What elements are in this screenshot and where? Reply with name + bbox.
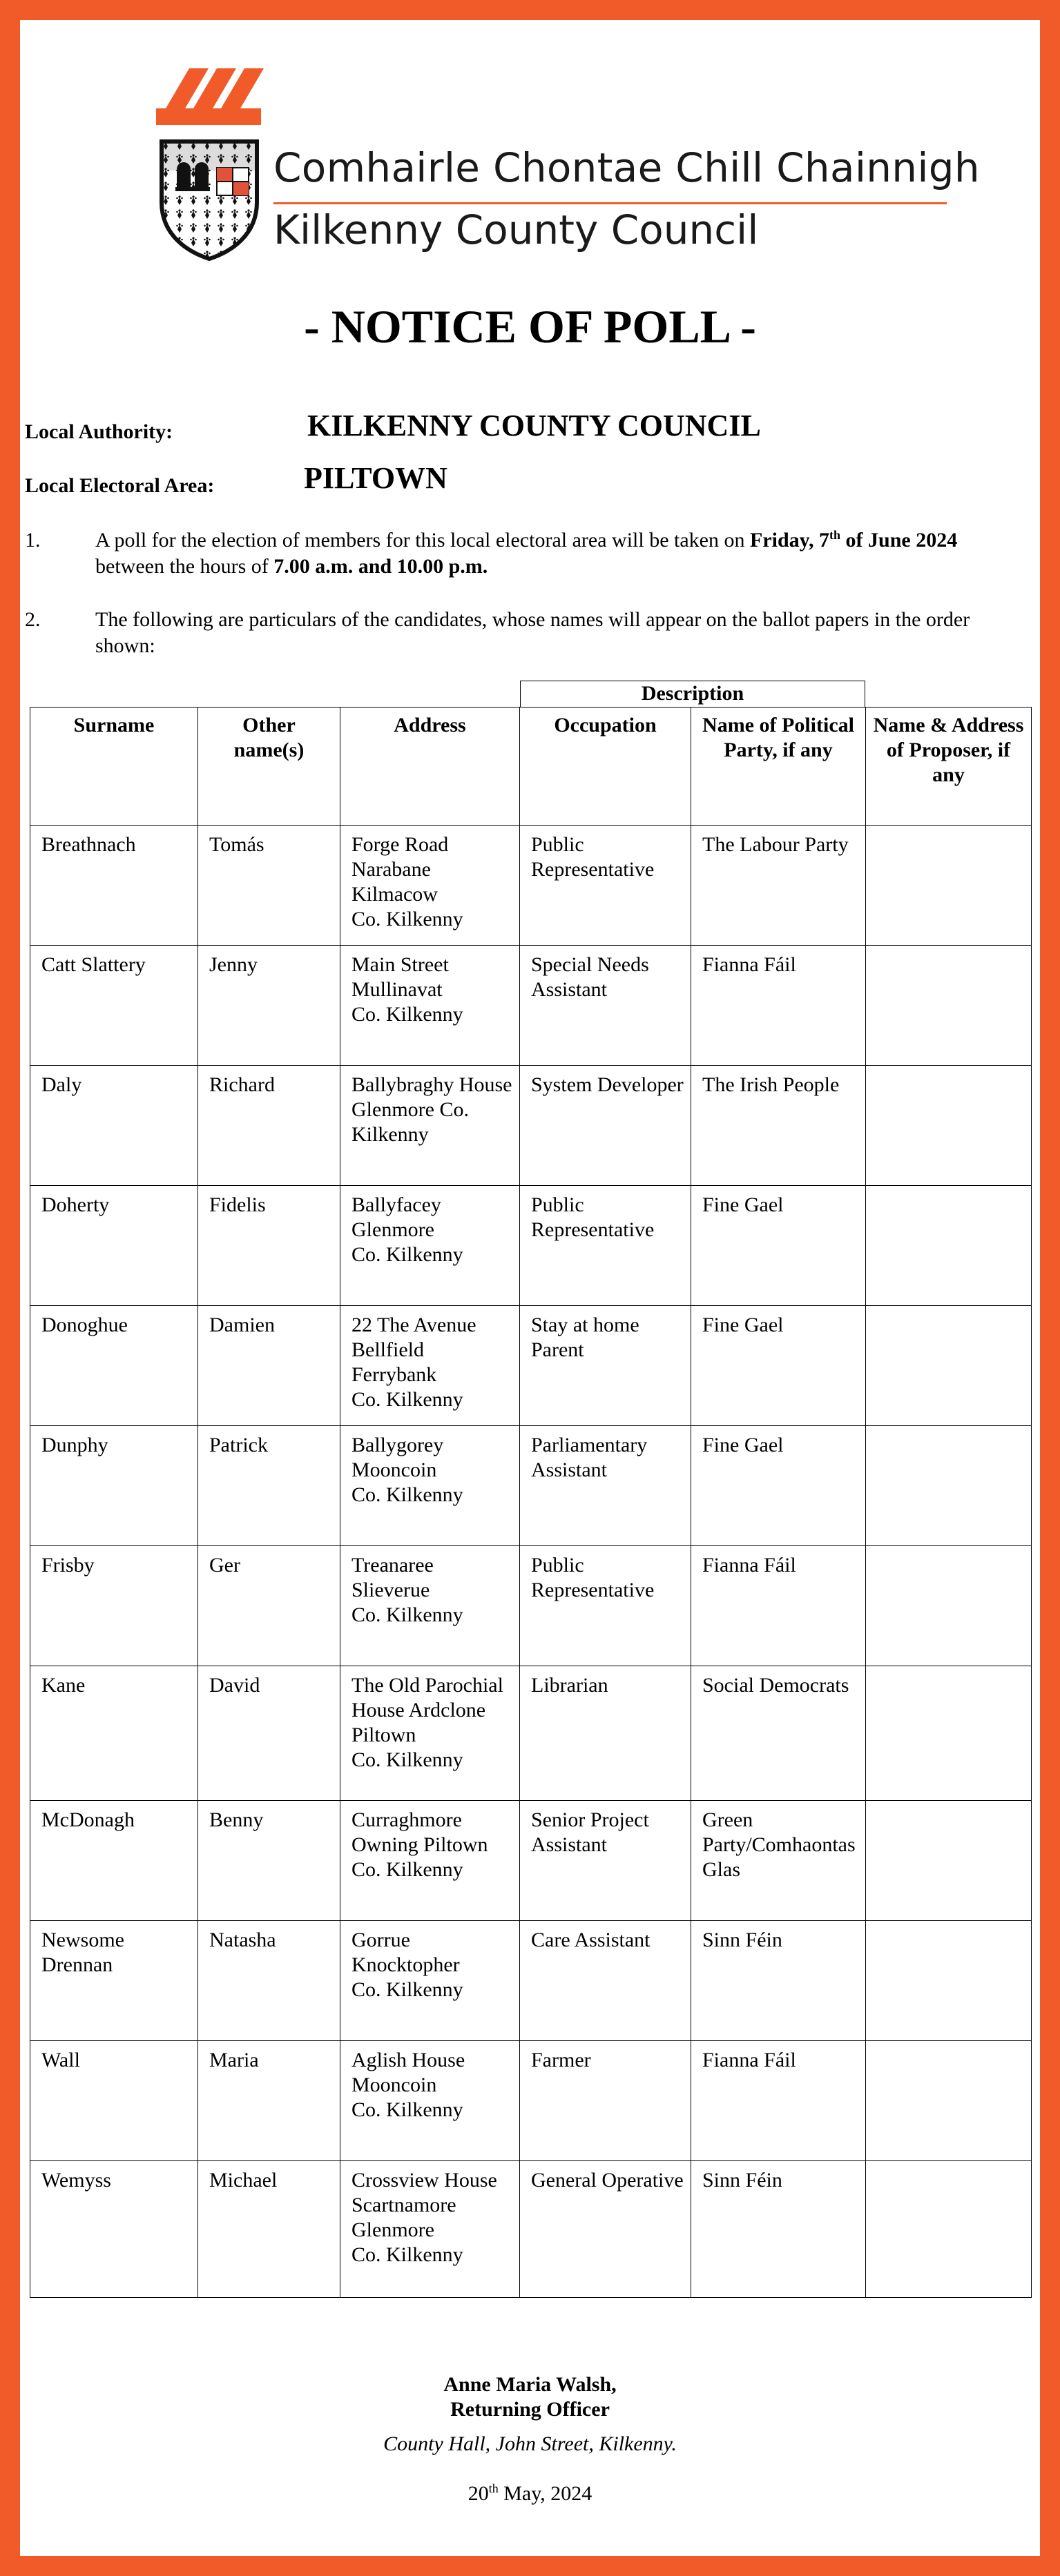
- candidate-other-names: Richard: [198, 1066, 340, 1186]
- candidate-party: Fianna Fáil: [691, 946, 866, 1066]
- address-line: Glenmore: [351, 1218, 434, 1241]
- address-line: Narabane: [351, 858, 431, 881]
- address-line: Co. Kilkenny: [351, 1003, 463, 1026]
- description-header: Description: [520, 681, 865, 707]
- address-line: Co. Kilkenny: [351, 1978, 463, 2001]
- candidate-surname: McDonagh: [30, 1801, 198, 1921]
- address-line: 22 The Avenue: [351, 1314, 476, 1336]
- candidate-party: Fianna Fáil: [691, 1546, 866, 1666]
- candidate-proposer: [866, 2161, 1032, 2298]
- candidate-address: [340, 1186, 520, 1306]
- table-row: [30, 1066, 1032, 1186]
- address-line: Co. Kilkenny: [351, 1858, 463, 1881]
- candidate-proposer: [866, 1921, 1032, 2041]
- candidate-surname: Catt Slattery: [30, 946, 198, 1066]
- address-line: Main Street: [351, 953, 449, 976]
- header-party: Name of Political Party, if any: [691, 708, 866, 826]
- address-line: Mooncoin: [351, 2074, 437, 2096]
- table-row: [30, 1306, 1032, 1426]
- paragraph-1-text: A poll for the election of members for this local electoral area will be taken on Friday, 7th of June 2024 between the hours of 7.00 a.m. and 10.00 p.m.: [95, 528, 958, 578]
- candidate-surname: Kane: [30, 1666, 198, 1801]
- candidate-occupation: Farmer: [520, 2041, 691, 2161]
- address-line: Ballygorey: [351, 1434, 444, 1456]
- candidate-proposer: [866, 1306, 1032, 1426]
- candidate-party: Fine Gael: [691, 1186, 866, 1306]
- candidate-party: Social Democrats: [691, 1666, 866, 1801]
- council-name-irish: Comhairle Chontae Chill Chainnigh: [273, 144, 980, 191]
- candidate-surname: Donoghue: [30, 1306, 198, 1426]
- address-line: Crossview House: [351, 2169, 497, 2192]
- table-row: [30, 826, 1032, 946]
- candidate-party: Green Party/Comhaontas Glas: [691, 1801, 866, 1921]
- candidate-occupation: Care Assistant: [520, 1921, 691, 2041]
- candidate-party: Fine Gael: [691, 1426, 866, 1546]
- header-proposer: Name & Address of Proposer, if any: [866, 708, 1032, 826]
- table-row: [30, 946, 1032, 1066]
- candidate-other-names: Damien: [198, 1306, 340, 1426]
- candidate-other-names: Ger: [198, 1546, 340, 1666]
- candidate-occupation: Public Representative: [520, 826, 691, 946]
- header-surname: Surname: [30, 708, 198, 826]
- candidate-party: Fianna Fáil: [691, 2041, 866, 2161]
- candidate-address: [340, 826, 520, 946]
- address-line: Co. Kilkenny: [351, 1388, 463, 1411]
- candidate-occupation: Parliamentary Assistant: [520, 1426, 691, 1546]
- candidate-surname: Wall: [30, 2041, 198, 2161]
- candidates-table: [30, 707, 1032, 2298]
- address-line: Gorrue: [351, 1929, 410, 1951]
- candidate-other-names: Natasha: [198, 1921, 340, 2041]
- table-row: [30, 1186, 1032, 1306]
- address-line: Slieverue: [351, 1579, 430, 1601]
- candidate-other-names: Tomás: [198, 826, 340, 946]
- candidate-surname: Frisby: [30, 1546, 198, 1666]
- council-name-english: Kilkenny County Council: [273, 206, 759, 253]
- address-line: The Old Parochial House Ardclone: [351, 1674, 503, 1721]
- candidate-occupation: Librarian: [520, 1666, 691, 1801]
- paragraph-2: [25, 607, 1030, 662]
- candidate-occupation: General Operative: [520, 2161, 691, 2298]
- officer-address: County Hall, John Street, Kilkenny.: [383, 2432, 677, 2455]
- address-line: Co. Kilkenny: [351, 908, 463, 930]
- coat-of-arms-icon: [159, 139, 260, 262]
- candidate-address: [340, 946, 520, 1066]
- candidate-surname: Doherty: [30, 1186, 198, 1306]
- electoral-area-value: PILTOWN: [304, 461, 447, 495]
- candidate-proposer: [866, 826, 1032, 946]
- notice-date: 20th May, 2024: [468, 2481, 592, 2505]
- address-line: Scartnamore: [351, 2194, 456, 2216]
- address-line: Piltown: [351, 1724, 416, 1746]
- table-row: [30, 1801, 1032, 1921]
- officer-name: Anne Maria Walsh,: [443, 2373, 617, 2396]
- candidate-occupation: Senior Project Assistant: [520, 1801, 691, 1921]
- candidate-other-names: David: [198, 1666, 340, 1801]
- address-line: Co. Kilkenny: [351, 2243, 463, 2266]
- address-line: Co. Kilkenny: [351, 1603, 463, 1626]
- candidate-party: Sinn Féin: [691, 1921, 866, 2041]
- candidate-occupation: Special Needs Assistant: [520, 946, 691, 1066]
- notice-page: [20, 20, 1040, 2556]
- paragraph-1-number: 1.: [25, 529, 41, 552]
- candidate-party: Fine Gael: [691, 1306, 866, 1426]
- candidate-address: [340, 1921, 520, 2041]
- candidate-address: [340, 1666, 520, 1801]
- candidate-occupation: Public Representative: [520, 1546, 691, 1666]
- officer-title: Returning Officer: [450, 2398, 610, 2421]
- address-line: Ballyfacey: [351, 1193, 441, 1216]
- table-row: [30, 2161, 1032, 2298]
- address-line: Co. Kilkenny: [351, 1483, 463, 1506]
- notice-title: - NOTICE OF POLL -: [304, 300, 756, 353]
- candidate-address: [340, 1546, 520, 1666]
- address-line: Treanaree: [351, 1554, 434, 1577]
- address-line: Glenmore Co. Kilkenny: [351, 1098, 469, 1146]
- candidate-party: Sinn Féin: [691, 2161, 866, 2298]
- address-line: Co. Kilkenny: [351, 2098, 463, 2121]
- candidate-other-names: Maria: [198, 2041, 340, 2161]
- table-row: [30, 1426, 1032, 1546]
- candidate-address: [340, 2041, 520, 2161]
- header-occupation: Occupation: [520, 708, 691, 826]
- header-other-names: Other name(s): [198, 708, 340, 826]
- candidate-other-names: Michael: [198, 2161, 340, 2298]
- candidate-proposer: [866, 1666, 1032, 1801]
- local-authority-value: KILKENNY COUNTY COUNCIL: [307, 409, 761, 442]
- candidate-surname: Dunphy: [30, 1426, 198, 1546]
- candidate-proposer: [866, 1801, 1032, 1921]
- candidate-address: [340, 1066, 520, 1186]
- address-line: Mullinavat: [351, 978, 443, 1001]
- candidate-address: [340, 1426, 520, 1546]
- candidates-body: [30, 826, 1032, 2298]
- candidate-address: [340, 1801, 520, 1921]
- paragraph-2-number: 2.: [25, 608, 41, 631]
- address-line: Co. Kilkenny: [351, 1243, 463, 1266]
- council-logo: [135, 48, 980, 255]
- address-line: Ferrybank: [351, 1363, 437, 1386]
- candidate-proposer: [866, 1066, 1032, 1186]
- address-line: Ballybraghy House: [351, 1073, 512, 1096]
- address-line: Glenmore: [351, 2218, 434, 2241]
- candidate-proposer: [866, 1186, 1032, 1306]
- local-authority-label: Local Authority:: [25, 420, 173, 443]
- chevron-logo-icon: [156, 68, 267, 130]
- address-line: Aglish House: [351, 2049, 465, 2071]
- address-line: Mooncoin: [351, 1458, 437, 1481]
- candidate-proposer: [866, 946, 1032, 1066]
- candidate-surname: Daly: [30, 1066, 198, 1186]
- electoral-area-label: Local Electoral Area:: [25, 474, 215, 497]
- table-row: [30, 1546, 1032, 1666]
- candidate-proposer: [866, 2041, 1032, 2161]
- candidate-address: [340, 2161, 520, 2298]
- table-header-row: [30, 708, 1032, 826]
- candidate-address: [340, 1306, 520, 1426]
- candidate-other-names: Benny: [198, 1801, 340, 1921]
- candidate-surname: Newsome Drennan: [30, 1921, 198, 2041]
- candidate-other-names: Patrick: [198, 1426, 340, 1546]
- returning-officer-block: [20, 2372, 1040, 2506]
- candidate-other-names: Jenny: [198, 946, 340, 1066]
- candidate-surname: Breathnach: [30, 826, 198, 946]
- paragraph-2-text: The following are particulars of the candidates, whose names will appear on the ballot papers in the order shown:: [95, 608, 970, 657]
- address-line: Bellfield: [351, 1338, 424, 1361]
- address-line: Knocktopher: [351, 1953, 460, 1976]
- address-line: Co. Kilkenny: [351, 1748, 463, 1771]
- candidate-surname: Wemyss: [30, 2161, 198, 2298]
- candidate-proposer: [866, 1426, 1032, 1546]
- candidate-other-names: Fidelis: [198, 1186, 340, 1306]
- candidate-occupation: Stay at home Parent: [520, 1306, 691, 1426]
- header-divider: [273, 202, 947, 204]
- table-row: [30, 2041, 1032, 2161]
- header-address: Address: [340, 708, 520, 826]
- candidate-proposer: [866, 1546, 1032, 1666]
- candidate-occupation: Public Representative: [520, 1186, 691, 1306]
- address-line: Curraghmore Owning Piltown: [351, 1808, 488, 1856]
- paragraph-1: [25, 527, 1030, 583]
- address-line: Kilmacow: [351, 883, 438, 906]
- address-line: Forge Road: [351, 833, 449, 856]
- table-row: [30, 1666, 1032, 1801]
- candidate-party: The Irish People: [691, 1066, 866, 1186]
- table-row: [30, 1921, 1032, 2041]
- candidate-party: The Labour Party: [691, 826, 866, 946]
- candidate-occupation: System Developer: [520, 1066, 691, 1186]
